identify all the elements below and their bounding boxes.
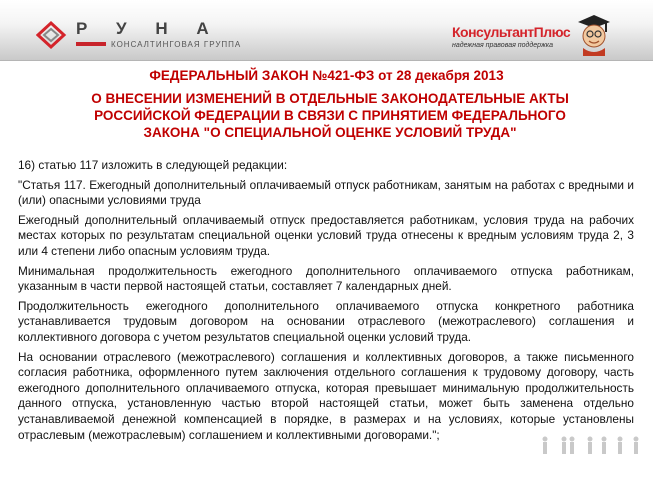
document-body	[18, 158, 634, 447]
runa-name: Р У Н А	[76, 19, 221, 38]
paragraph: "Статья 117. Ежегодный дополнительный оплачиваемый отпуск работникам, занятым на работах с вредными и (или) опасными условиями труда	[18, 177, 634, 208]
mascot-icon	[572, 12, 616, 56]
paragraph: Минимальная продолжительность ежегодного дополнительного оплачиваемого отпуска работникам, указанным в части первой настоящей статьи, составляет 7 календарных дней.	[18, 263, 634, 294]
paragraph: Ежегодный дополнительный оплачиваемый отпуск предоставляется работникам, условия труда на рабочих местах которых по результатам специальной оценки условий труда отнесены к вредным условиям труда 2, 3 или 4 степени либо опасным условиям труда.	[18, 212, 634, 258]
consultant-name: КонсультантПлюс	[452, 24, 571, 40]
runa-subtitle: КОНСАЛТИНГОВАЯ ГРУППА	[111, 40, 242, 49]
runa-diamond-icon	[36, 20, 70, 50]
runa-accent-bar	[76, 42, 106, 46]
slide-header	[0, 0, 653, 61]
paragraph: Продолжительность ежегодного дополнительного оплачиваемого отпуска конкретного работника устанавливается трудовым договором на основании отраслевого (межотраслевого) соглашения и коллективного договора с учетом результатов специальной оценки условий труда.	[18, 298, 634, 344]
law-subtitle: О ВНЕСЕНИИ ИЗМЕНЕНИЙ В ОТДЕЛЬНЫЕ ЗАКОНОДАТЕЛЬНЫЕ АКТЫ РОССИЙСКОЙ ФЕДЕРАЦИИ В СВЯЗИ С ПРИНЯТИЕМ ФЕДЕРАЛЬНОГО ЗАКОНА "О СПЕЦИАЛЬНОЙ ОЦЕНКЕ УСЛОВИЙ ТРУДА"	[91, 91, 569, 140]
runa-logo	[36, 14, 246, 54]
law-title: ФЕДЕРАЛЬНЫЙ ЗАКОН №421-ФЗ от 28 декабря 2013	[149, 68, 504, 83]
paragraph: 16) статью 117 изложить в следующей редакции:	[18, 158, 288, 172]
consultant-logo	[452, 16, 652, 58]
people-silhouettes-icon	[540, 436, 645, 456]
paragraph: На основании отраслевого (межотраслевого) соглашения и коллективных договоров, а также письменного согласия работника, оформленного путем заключения отдельного соглашения к трудовому договору, часть ежегодного дополнительного оплачиваемого отпуска, которая превышает минимальную продолжительность данного отпуска, установленную частью второй настоящей статьи, может быть заменена отдельно устанавливаемой денежной компенсацией в порядке, в размерах и на условиях, которые установлены отраслевым (межотраслевым) соглашением и коллективными договорами.";	[18, 349, 634, 442]
consultant-subtitle: надежная правовая поддержка	[452, 42, 553, 49]
